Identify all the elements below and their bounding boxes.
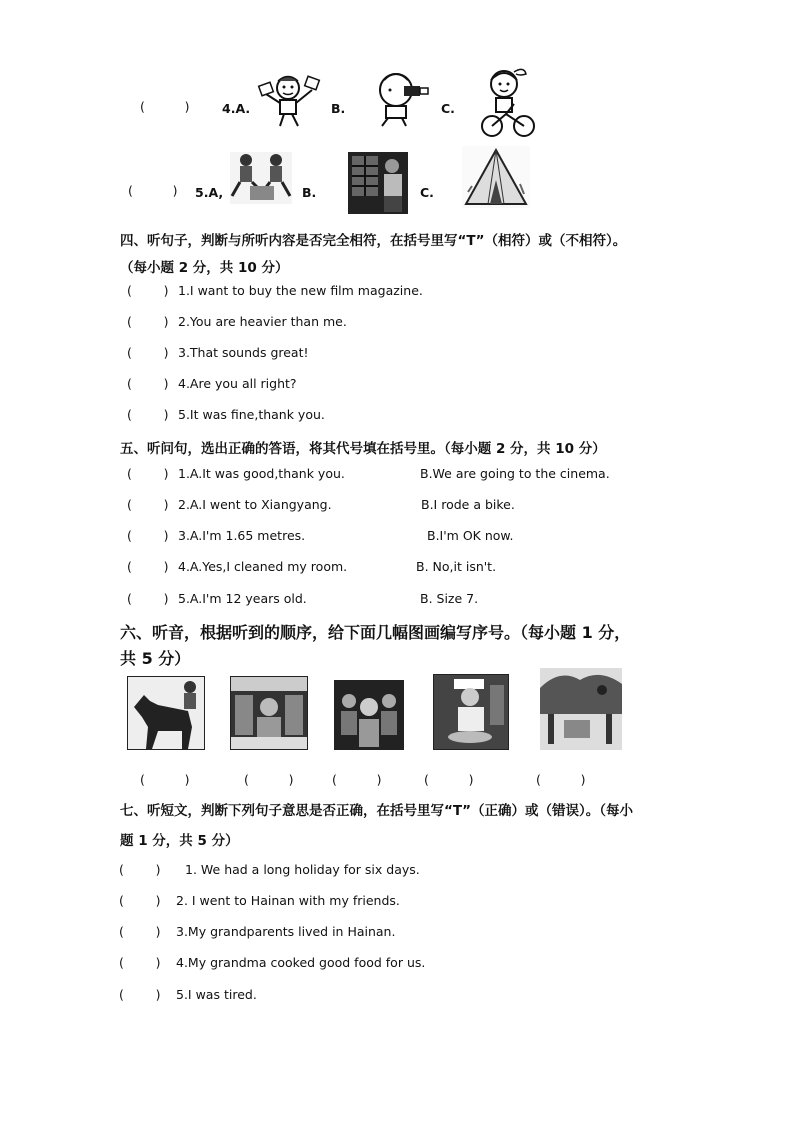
s5-answer-paren[interactable]: ( ) xyxy=(127,497,169,512)
picnic-trees-picture xyxy=(540,668,622,750)
s7-answer-paren[interactable]: ( ) xyxy=(119,893,161,908)
q4-option-b-label: B. xyxy=(331,101,346,116)
s4-item-text: 2.You are heavier than me. xyxy=(178,314,347,329)
q4-label: 4.A. xyxy=(222,101,251,116)
s7-answer-paren[interactable]: ( ) xyxy=(119,987,161,1002)
section4-subtitle: （每小题 2 分，共 10 分） xyxy=(120,260,289,276)
kids-sitting-picture xyxy=(230,152,292,204)
s7-answer-paren[interactable]: ( ) xyxy=(119,924,161,939)
s5-option-b: B.I rode a bike. xyxy=(421,497,515,512)
section6-title-line1: 六、听音，根据听到的顺序，给下面几幅图画编写序号。（每小题 1 分， xyxy=(120,623,631,642)
s5-option-b: B.I'm OK now. xyxy=(427,528,514,543)
q4-answer-paren[interactable]: ( ) xyxy=(140,99,190,114)
s4-answer-paren[interactable]: ( ) xyxy=(127,407,169,422)
section6-title-line2: 共 5 分） xyxy=(120,649,191,668)
s4-answer-paren[interactable]: ( ) xyxy=(127,345,169,360)
s4-item-text: 4.Are you all right? xyxy=(178,376,297,391)
s7-answer-paren[interactable]: ( ) xyxy=(119,955,161,970)
s5-option-a: 2.A.I went to Xiangyang. xyxy=(178,497,332,512)
picture-order-paren[interactable]: ( ) xyxy=(332,772,382,787)
s4-item-text: 5.It was fine,thank you. xyxy=(178,407,325,422)
q4-option-c-label: C. xyxy=(441,101,455,116)
s5-answer-paren[interactable]: ( ) xyxy=(127,559,169,574)
boy-reading-picture xyxy=(256,72,322,128)
picture-order-paren[interactable]: ( ) xyxy=(244,772,294,787)
boy-camera-picture xyxy=(372,68,432,128)
section7-title-line2: 题 1 分，共 5 分） xyxy=(120,833,239,849)
s5-option-a: 5.A.I'm 12 years old. xyxy=(178,591,307,606)
s7-item-text: 5.I was tired. xyxy=(176,987,257,1002)
q5-label: 5.A, xyxy=(195,185,224,200)
picture-order-paren[interactable]: ( ) xyxy=(424,772,474,787)
s5-option-a: 3.A.I'm 1.65 metres. xyxy=(178,528,306,543)
q5-answer-paren[interactable]: ( ) xyxy=(128,183,178,198)
s4-answer-paren[interactable]: ( ) xyxy=(127,376,169,391)
audience-picture xyxy=(334,680,404,750)
cooking-picture xyxy=(433,674,509,750)
s5-option-b: B. No,it isn't. xyxy=(416,559,497,574)
riding-horse-picture xyxy=(127,676,205,750)
festival-scene-picture xyxy=(230,676,308,750)
s5-answer-paren[interactable]: ( ) xyxy=(127,466,169,481)
s7-item-text: 2. I went to Hainan with my friends. xyxy=(176,893,400,908)
boy-at-window-picture xyxy=(348,152,408,214)
q5-option-c-label: C. xyxy=(420,185,434,200)
s4-item-text: 3.That sounds great! xyxy=(178,345,309,360)
girl-riding-bike-picture xyxy=(474,64,538,140)
s7-answer-paren[interactable]: ( ) xyxy=(119,862,161,877)
s5-option-a: 1.A.It was good,thank you. xyxy=(178,466,345,481)
picture-order-paren[interactable]: ( ) xyxy=(140,772,190,787)
s7-item-text: 1. We had a long holiday for six days. xyxy=(185,862,420,877)
tent-picture xyxy=(462,146,530,208)
s5-answer-paren[interactable]: ( ) xyxy=(127,528,169,543)
s4-answer-paren[interactable]: ( ) xyxy=(127,283,169,298)
s4-item-text: 1.I want to buy the new film magazine. xyxy=(178,283,423,298)
picture-order-paren[interactable]: ( ) xyxy=(536,772,586,787)
s4-answer-paren[interactable]: ( ) xyxy=(127,314,169,329)
s5-option-b: B. Size 7. xyxy=(420,591,479,606)
s7-item-text: 3.My grandparents lived in Hainan. xyxy=(176,924,396,939)
s5-answer-paren[interactable]: ( ) xyxy=(127,591,169,606)
section4-title: 四、听句子，判断与所听内容是否完全相符，在括号里写“T”（相符）或（不相符）。 xyxy=(120,233,627,249)
section7-title-line1: 七、听短文，判断下列句子意思是否正确，在括号里写“T”（正确）或（错误）。（每小 xyxy=(120,803,633,819)
s5-option-a: 4.A.Yes,I cleaned my room. xyxy=(178,559,348,574)
s5-option-b: B.We are going to the cinema. xyxy=(420,466,610,481)
section5-title: 五、听问句，选出正确的答语，将其代号填在括号里。（每小题 2 分，共 10 分） xyxy=(120,441,606,457)
s7-item-text: 4.My grandma cooked good food for us. xyxy=(176,955,426,970)
q5-option-b-label: B. xyxy=(302,185,317,200)
